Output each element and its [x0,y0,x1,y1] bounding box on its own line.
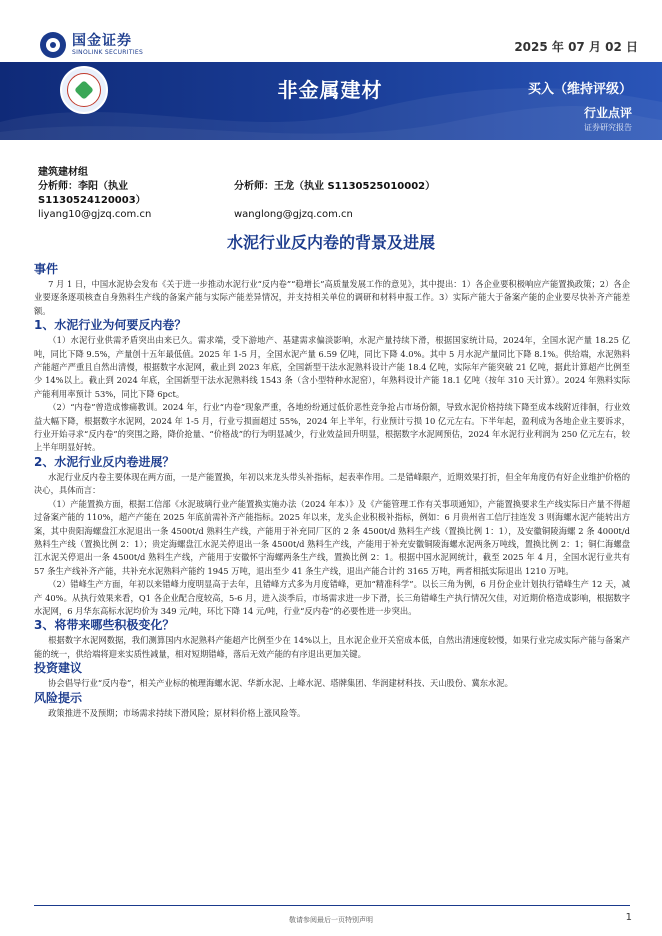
analyst-2-email[interactable]: wanglong@gjzq.com.cn [234,209,353,220]
report-header [0,0,662,150]
brand [40,32,143,58]
section-2-paragraph-1: （1）产能置换方面，根据工信部《水泥玻璃行业产能置换实施办法（2024 年本）》及《产能管理工作有关事项通知》，产能置换要求生产线实际日产量不得超过备案产能的 110%，超产产能在 2025 年底前需补齐产能指标。2025 年以来，龙头企业积极补指标，例如：6 月贵州省工信厅挂连发 3 则海螺水泥产能转出方案，其中贵阳海螺盘江水泥退出一条 4500t/d 熟料生产线，产能用于补充同厂区的 2 条 4500t/d 熟料生产线（置换比例 1：1），及安徽铜陵海螺 2 条 4000t/d 熟料生产线（置换比例 2：1）；贵定海螺盘江水泥关停退出一条 4500t/d 熟料生产线，产能用于补充安徽铜陵海螺水泥两条万吨线，置换比例 2：1；铜仁海螺盘江水泥关停退出一条 4500t/d 熟料生产线，产能用于安徽怀宁海螺两条生产线，置换比例 2：1。根据中国水泥网统计，截至 2025 年 4 月，全国水泥行业共有 57 条生产线补齐产能，共补充水泥熟料产能约 1945 万吨，退出至少 41 条生产线，退出产能合计约 3165 万吨，两者相抵实际退出 1210 万吨。 [34,498,630,576]
section-heading-investment: 投资建议 [34,661,83,676]
brand-text [72,33,143,57]
report-type: 行业点评 [583,106,632,120]
section-1-paragraph-1: （1）水泥行业供需矛盾突出由来已久。需求端，受下游地产、基建需求偏淡影响，水泥产量持续下滑，根据国家统计局，2024年，全国水泥产量 18.25 亿吨，同比下降 9.5%，产量创十五年最低值。2025 年 1-5 月，全国水泥产量 6.59 亿吨，同比下降 4.0%。其中 5 月水泥产量同比下降 8.1%。供给端，水泥熟料产能超产严重且自然出清慢，根据数字水泥网，截止到 2023 年底，全国新型干法水泥熟料设计产能 18.4 亿吨，实际年产能突破 21 亿吨，据此计算超产比例至少 14%以上。截止到 2024 年底，全国新型干法水泥熟料线 1543 条（含小型特种水泥窑），年熟料设计产能 18.1 亿吨（按年 310 天计算）。2024 年熟料实际产能利用率预计 53%，同比下降 6pct。 [34,335,630,399]
rating-label: 买入（维持评级） [527,82,632,97]
analyst-2: 分析师：王龙（执业 S1130525010002） [234,181,436,192]
brand-name-cn: 国金证券 [72,33,132,49]
header-banner [0,62,662,140]
department-label: 证券研究报告 [584,123,632,132]
section-heading-3: 3、将带来哪些积极变化？ [34,618,175,633]
analyst-1-email[interactable]: liyang10@gjzq.com.cn [38,209,152,220]
analyst-1: 分析师：李阳（执业 S1130524120003） [38,181,146,206]
section-heading-risk: 风险提示 [34,690,83,705]
page-number: 1 [625,912,632,923]
event-paragraph: 7 月 1 日，中国水泥协会发布《关于进一步推动水泥行业“反内卷”“稳增长”高质量发展工作的意见》，其中提出：1）各企业要积极响应产能置换政策；2）各企业要逐条逐项核查自身熟料生产线的备案产能与实际产能差异情况，并支持相关单位的调研和材料申报工作。3）实际产能大于备案产能的企业要尽快补齐产能差额。 [34,279,630,316]
section-2-intro: 水泥行业反内卷主要体现在两方面，一是产能置换，年初以来龙头带头补指标，起表率作用。二是错峰限产，近期效果打折，但全年角度仍有好企业维护价格的决心，具体而言： [34,471,630,496]
section-heading-1: 1、水泥行业为何要反内卷？ [34,318,187,333]
section-1-paragraph-2: （2）“内卷”曾造成惨痛教训。2024 年，行业“内卷”现象严重，各地纷纷通过低价恶性竞争抢占市场份额，导致水泥价格持续下降至成本线附近徘徊，行业效益大幅下降，根据数字水泥网，2024 年 1-5 月，行业亏损面超过 55%，2024 年上半年，行业预计亏损 10 亿元左右。下半年起，盈利成为各地企业主要诉求，行业开始寻求“反内卷”的突围之路，降价抢量、“价格战”的行为明显减少，行业效益回升明显，根据数字水泥网预估，2024 年水泥行业利润为 250 亿元左右，较上半年明显好转。 [34,402,630,453]
section-3-paragraph: 根据数字水泥网数据，我们测算国内水泥熟料产能超产比例至少在 14%以上，且水泥企业开关窑成本低，自然出清速度较慢，如果行业完成实际产能与备案产能的统一，供给端将迎来实质性减量，相对短期错峰，落后无效产能的有序退出更加关键。 [34,635,630,659]
section-2-paragraph-2: （2）错峰生产方面，年初以来错峰力度明显高于去年，且错峰方式多为月度错峰，更加“精准科学”。以长三角为例，6 月份企业计划执行错峰生产 12 天，减产 40%。从执行效果来看，Q1 各企业配合度较高，5-6 月，进入淡季后，市场需求进一步下滑，长三角错峰生产执行情况欠佳，对近期价格造成影响，根据数字水泥网，6 月华东高标水泥均价为 349 元/吨，环比下降 14 元/吨，行业“反内卷”的必要性进一步突出。 [34,579,630,616]
section-heading-event: 事件 [34,262,59,276]
report-body [34,262,630,720]
report-date: 2025 年 07 月 02 日 [514,40,638,54]
company-seal-icon [60,66,108,114]
industry-name: 非金属建材 [277,78,383,102]
report-title: 水泥行业反内卷的背景及进展 [226,233,435,252]
footer-divider [34,905,630,906]
section-heading-2: 2、水泥行业反内卷进展？ [34,454,175,469]
sinolink-logo-icon [40,32,66,58]
author-row [38,180,628,208]
risk-paragraph: 政策推进不及预期；市场需求持续下滑风险；原材料价格上涨风险等。 [48,707,306,718]
email-row [38,208,628,222]
brand-name-en: SINOLINK SECURITIES [72,49,144,56]
investment-paragraph: 协会倡导行业“反内卷”，相关产业标的梳理海螺水泥、华新水泥、上峰水泥、塔牌集团、华润建材科技、天山股份、冀东水泥。 [48,678,513,689]
footer-disclaimer: 敬请参阅最后一页特别声明 [289,916,373,924]
research-group: 建筑建材组 [38,167,88,178]
author-block [38,166,628,222]
